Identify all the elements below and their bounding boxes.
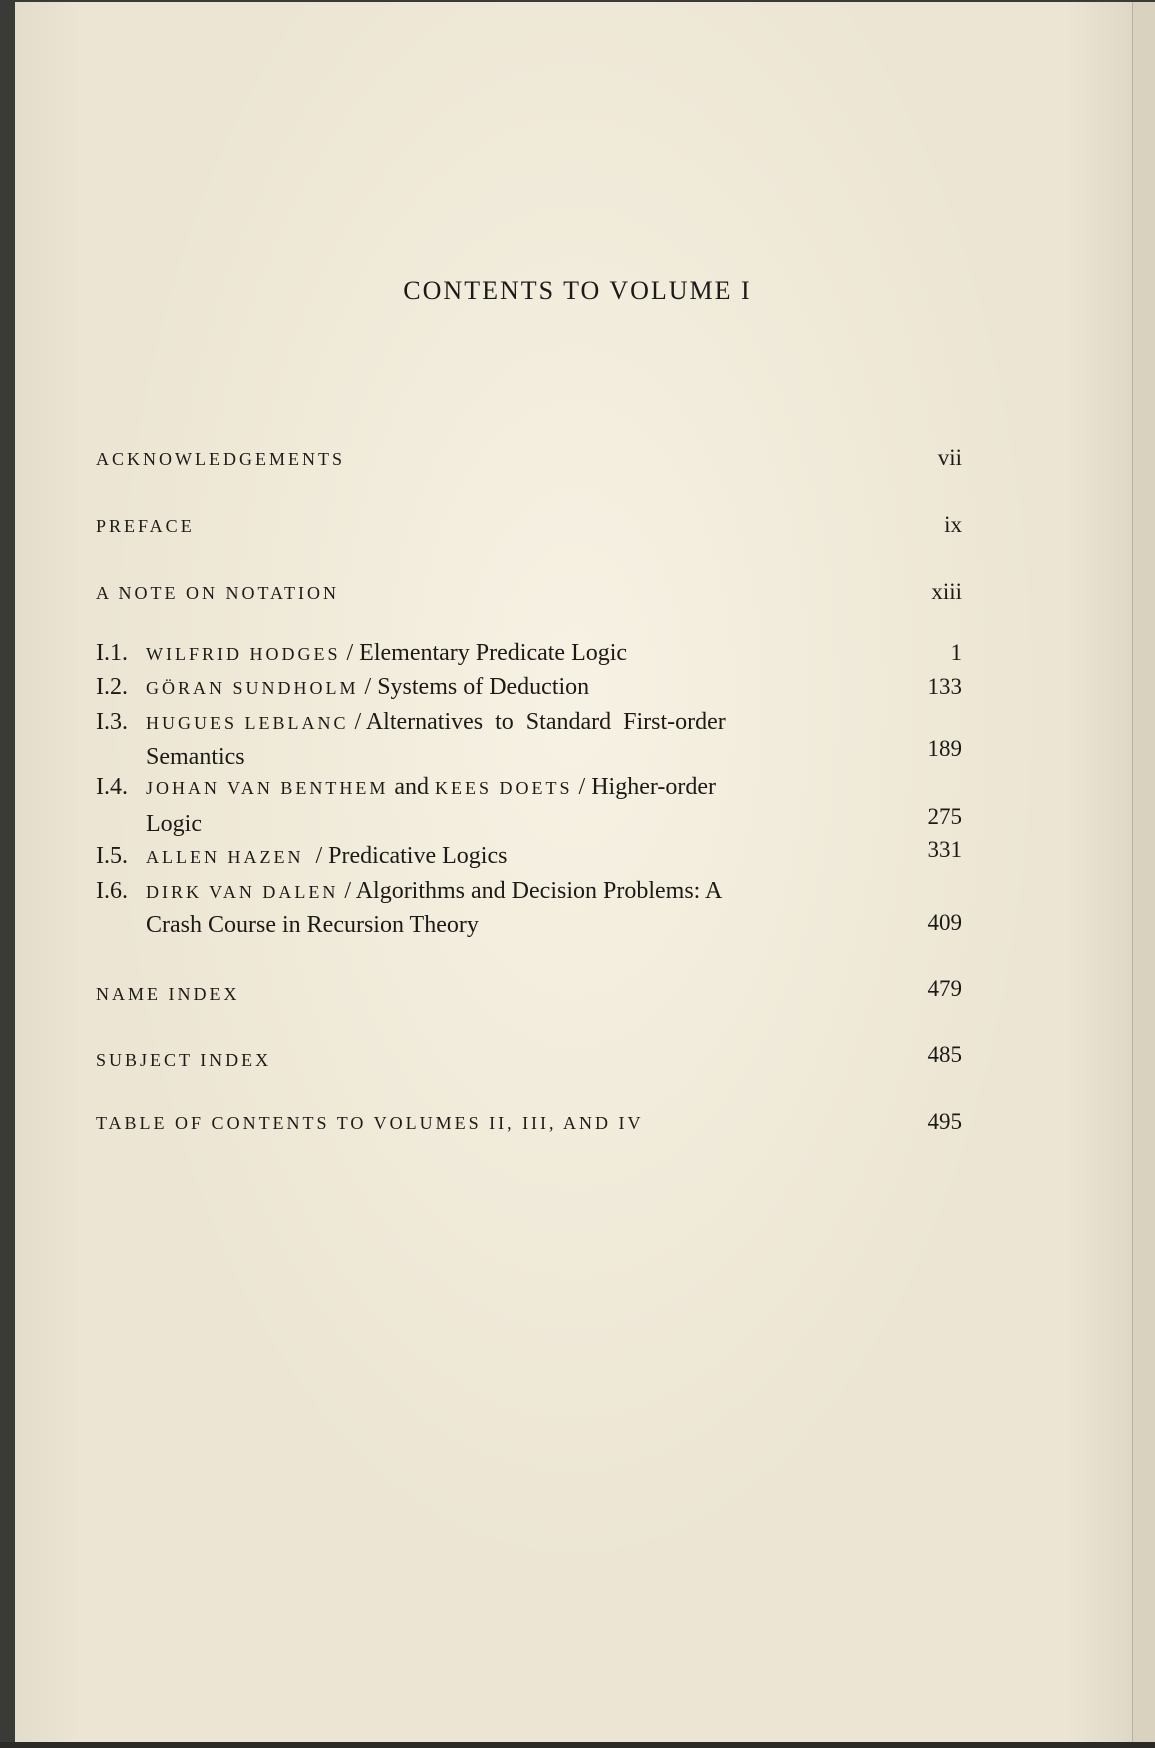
toc-chapter-6-cont xyxy=(96,910,962,940)
chapter-separator: / xyxy=(338,878,356,904)
toc-entry-label: SUBJECT INDEX xyxy=(96,1050,272,1070)
chapter-title: Predicative Logics xyxy=(328,843,508,869)
toc-entry-name-index xyxy=(96,978,962,1009)
chapter-author: ALLEN HAZEN xyxy=(146,847,304,867)
chapter-title: Elementary Predicate Logic xyxy=(359,640,628,666)
toc-chapter-5 xyxy=(96,837,962,872)
chapter-separator: / xyxy=(303,843,329,869)
toc-chapter-4 xyxy=(96,772,962,803)
toc-entry-page: 479 xyxy=(927,976,962,1001)
toc-chapter-2 xyxy=(96,672,962,703)
chapter-number: I.2. xyxy=(96,674,128,700)
chapter-page: 275 xyxy=(927,804,962,829)
toc-entry-other-volumes xyxy=(96,1107,962,1138)
toc-entry-label: ACKNOWLEDGEMENTS xyxy=(96,449,345,469)
chapter-title: Systems of Deduction xyxy=(377,674,590,700)
chapter-separator: / xyxy=(340,640,360,666)
page-title: CONTENTS TO VOLUME I xyxy=(403,276,752,305)
chapter-page: 133 xyxy=(927,674,962,699)
toc-entry-label: TABLE OF CONTENTS TO VOLUMES II, III, AND IV xyxy=(96,1113,644,1133)
chapter-separator: / xyxy=(348,709,366,735)
chapter-title-continued: Logic xyxy=(146,811,202,837)
toc-entry-preface xyxy=(96,510,962,541)
toc-entry-page: 495 xyxy=(927,1109,962,1134)
chapter-separator: / xyxy=(358,674,378,700)
chapter-title: Alternatives to Standard First-order xyxy=(365,709,726,735)
chapter-number: I.6. xyxy=(96,878,128,904)
chapter-author: WILFRID HODGES xyxy=(146,644,341,664)
chapter-number: I.3. xyxy=(96,709,128,735)
toc-entry-label: PREFACE xyxy=(96,516,195,536)
chapter-number: I.1. xyxy=(96,640,128,666)
toc-entry-page: ix xyxy=(944,512,962,537)
toc-chapter-4-cont xyxy=(96,804,962,839)
chapter-author: HUGUES LEBLANC xyxy=(146,713,349,733)
chapter-author-2: KEES DOETS xyxy=(435,778,573,798)
toc-entry-page: vii xyxy=(937,445,962,470)
chapter-author: DIRK VAN DALEN xyxy=(146,882,339,902)
toc-entry-page: 485 xyxy=(927,1042,962,1067)
toc-entry-page: xiii xyxy=(931,579,962,604)
chapter-title: Algorithms and Decision Problems: A xyxy=(355,878,723,904)
toc-entry-label: NAME INDEX xyxy=(96,984,240,1004)
toc-chapter-1 xyxy=(96,638,962,669)
chapter-and: and xyxy=(388,774,436,800)
toc-entry-note-on-notation xyxy=(96,577,962,608)
chapter-title: Higher-order xyxy=(591,774,716,800)
chapter-number: I.4. xyxy=(96,774,128,800)
chapter-title-continued: Semantics xyxy=(146,744,245,770)
toc-chapter-6 xyxy=(96,876,962,907)
toc-chapter-3 xyxy=(96,707,962,738)
chapter-page: 189 xyxy=(927,736,962,761)
chapter-author: GÖRAN SUNDHOLM xyxy=(146,678,359,698)
chapter-author: JOHAN VAN BENTHEM xyxy=(146,778,389,798)
chapter-title-continued: Crash Course in Recursion Theory xyxy=(146,912,479,938)
chapter-page: 331 xyxy=(927,837,962,862)
chapter-page: 1 xyxy=(950,640,962,665)
chapter-page: 409 xyxy=(927,910,962,935)
toc-chapter-3-cont xyxy=(96,736,962,772)
toc-entry-subject-index xyxy=(96,1044,962,1075)
toc-entry-label: A NOTE ON NOTATION xyxy=(96,583,340,603)
chapter-number: I.5. xyxy=(96,843,128,869)
chapter-separator: / xyxy=(572,774,592,800)
toc-entry-acknowledgements xyxy=(96,443,962,474)
